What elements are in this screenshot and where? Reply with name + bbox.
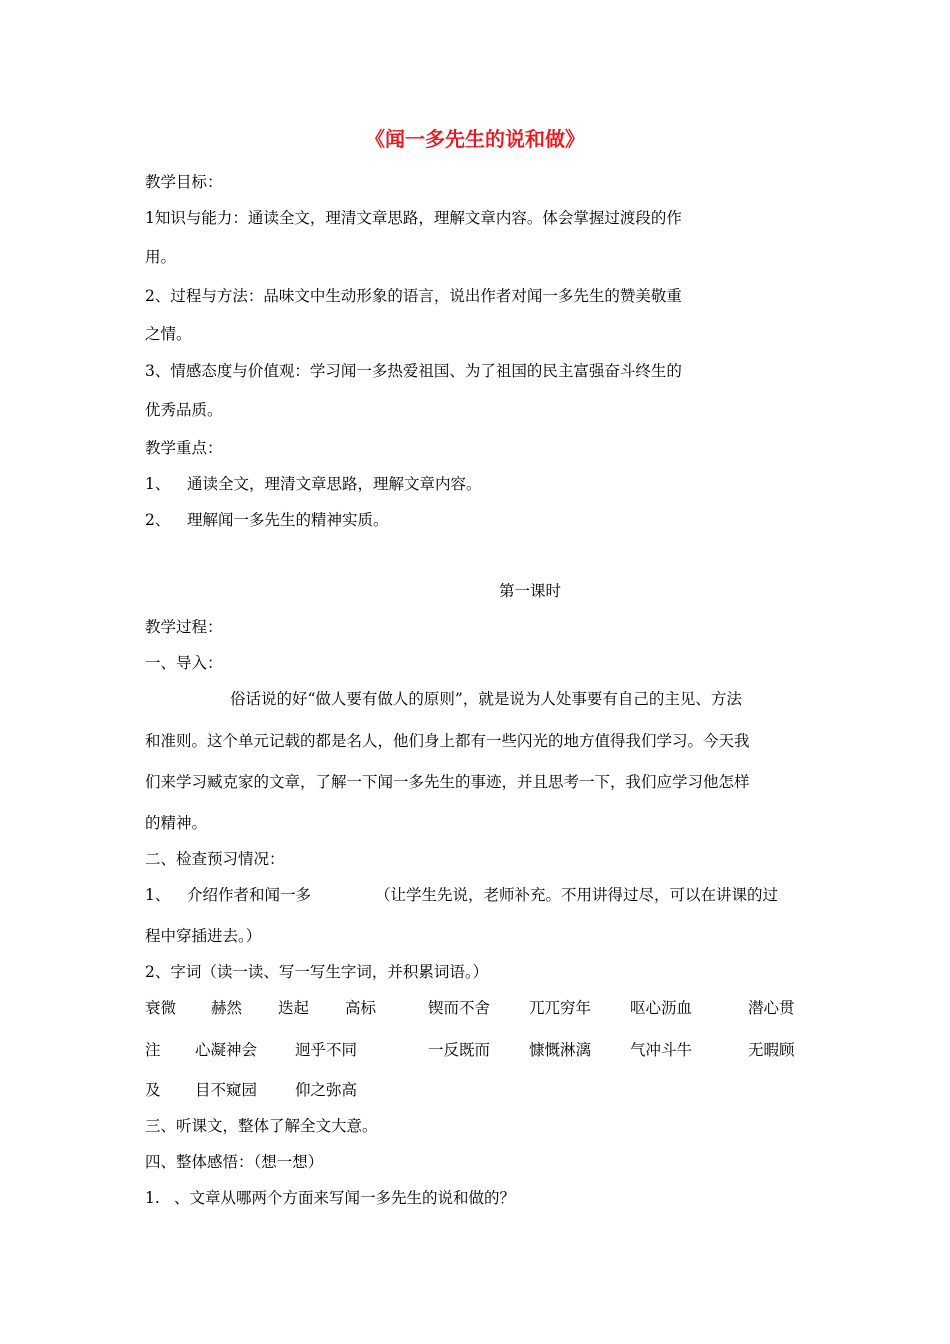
vocab-word: 迭起 bbox=[278, 999, 310, 1017]
intro-paragraph-line-4: 的精神。 bbox=[145, 814, 208, 832]
document-title: 《闻一多先生的说和做》 bbox=[365, 127, 585, 151]
objective-1-line-2: 用。 bbox=[145, 248, 177, 266]
vocab-word: 无暇顾 bbox=[748, 1041, 795, 1059]
vocab-word: 仰之弥高 bbox=[295, 1081, 358, 1099]
keypoint-2-text: 理解闻一多先生的精神实质。 bbox=[187, 511, 389, 529]
vocab-word: 目不窥园 bbox=[195, 1081, 258, 1099]
keypoints-heading: 教学重点： bbox=[145, 439, 223, 457]
vocab-word: 潜心贯 bbox=[748, 999, 795, 1017]
objective-1-line-1: 1知识与能力：通读全文，理清文章思路，理解文章内容。体会掌握过渡段的作 bbox=[145, 209, 682, 227]
keypoint-1-text: 通读全文，理清文章思路，理解文章内容。 bbox=[187, 475, 482, 493]
section-2-heading: 二、检查预习情况： bbox=[145, 850, 285, 868]
keypoint-2-number: 2、 bbox=[145, 511, 171, 529]
process-heading: 教学过程： bbox=[145, 618, 223, 636]
check-1-note-line-1: （让学生先说，老师补充。不用讲得过尽，可以在讲课的过 bbox=[375, 886, 779, 904]
vocab-word: 注 bbox=[145, 1041, 161, 1059]
check-1-note-line-2: 程中穿插进去。） bbox=[145, 927, 262, 945]
vocab-word: 一反既而 bbox=[428, 1041, 491, 1059]
vocab-word: 赫然 bbox=[211, 999, 243, 1017]
objective-3-line-2: 优秀品质。 bbox=[145, 401, 223, 419]
vocab-word: 衰微 bbox=[145, 999, 177, 1017]
section-1-heading: 一、导入： bbox=[145, 654, 223, 672]
intro-paragraph-line-3: 们来学习臧克家的文章，了解一下闻一多先生的事迹，并且思考一下，我们应学习他怎样 bbox=[145, 773, 750, 791]
vocab-word: 高标 bbox=[345, 999, 377, 1017]
vocab-word: 心凝神会 bbox=[195, 1041, 258, 1059]
vocab-word: 呕心沥血 bbox=[630, 999, 693, 1017]
section-4-heading: 四、整体感悟：（想一想） bbox=[145, 1153, 324, 1171]
intro-paragraph-line-1: 俗话说的好“做人要有做人的原则”，就是说为人处事要有自己的主见、方法 bbox=[230, 690, 742, 708]
check-2-text: 2、字词（读一读、写一写生字词，并积累词语。） bbox=[145, 963, 489, 981]
vocab-word: 气冲斗牛 bbox=[630, 1041, 693, 1059]
objectives-heading: 教学目标： bbox=[145, 173, 223, 191]
vocab-word: 及 bbox=[145, 1081, 161, 1099]
check-1-number: 1、 bbox=[145, 886, 171, 904]
question-1-text: 、文章从哪两个方面来写闻一多先生的说和做的？ bbox=[174, 1189, 516, 1207]
objective-3-line-1: 3、情感态度与价值观：学习闻一多热爱祖国、为了祖国的民主富强奋斗终生的 bbox=[145, 362, 682, 380]
objective-2-line-1: 2、过程与方法：品味文中生动形象的语言，说出作者对闻一多先生的赞美敬重 bbox=[145, 287, 682, 305]
lesson-heading: 第一课时 bbox=[498, 582, 561, 600]
intro-paragraph-line-2: 和准则。这个单元记载的都是名人，他们身上都有一些闪光的地方值得我们学习。今天我 bbox=[145, 732, 750, 750]
vocab-word: 迥乎不同 bbox=[295, 1041, 358, 1059]
vocab-word: 慷慨淋漓 bbox=[529, 1041, 592, 1059]
objective-2-line-2: 之情。 bbox=[145, 325, 192, 343]
check-1-text: 介绍作者和闻一多 bbox=[187, 886, 312, 904]
vocab-word: 锲而不舍 bbox=[428, 999, 491, 1017]
section-3-heading: 三、听课文，整体了解全文大意。 bbox=[145, 1117, 378, 1135]
question-1-number: 1. bbox=[145, 1189, 160, 1207]
keypoint-1-number: 1、 bbox=[145, 475, 171, 493]
vocab-word: 兀兀穷年 bbox=[529, 999, 592, 1017]
